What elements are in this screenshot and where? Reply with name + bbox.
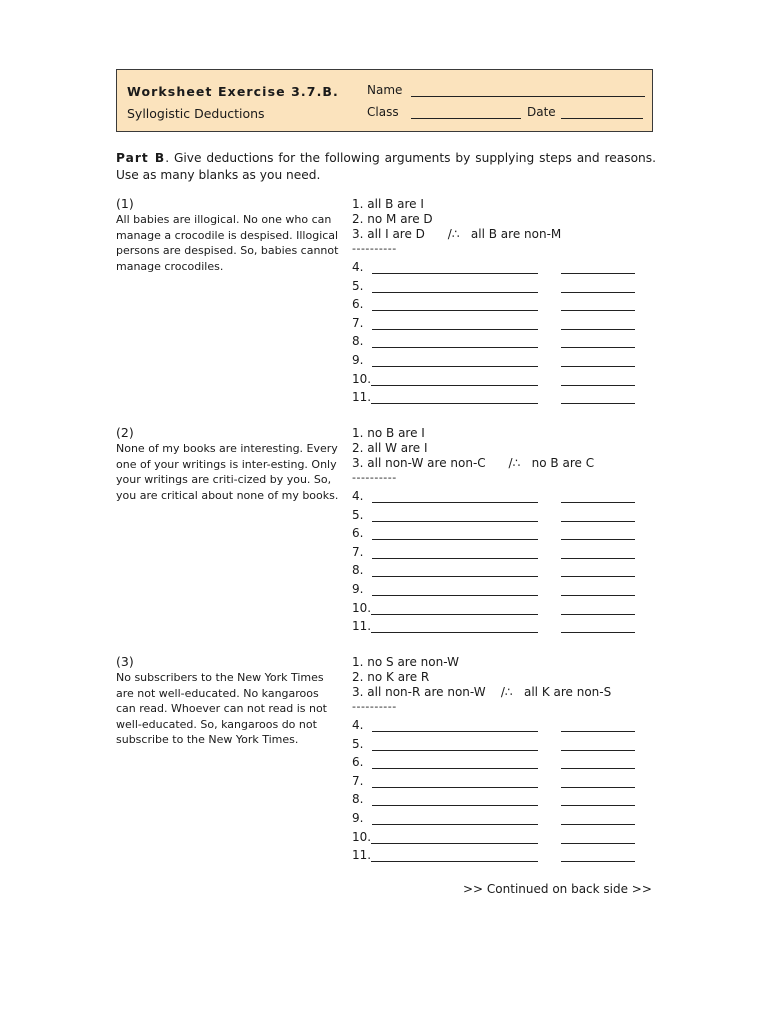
step-statement-blank[interactable]: [372, 539, 538, 540]
step-reason-blank[interactable]: [561, 521, 635, 522]
step-reason-blank[interactable]: [561, 614, 635, 615]
step-number: 10.: [352, 372, 372, 386]
premise-1: 1. all B are I: [352, 197, 424, 211]
step-statement-blank[interactable]: [372, 310, 538, 311]
step-number: 4.: [352, 260, 364, 274]
step-number: 6.: [352, 755, 364, 769]
step-reason-blank[interactable]: [561, 632, 635, 633]
exercise-number: (1): [116, 196, 134, 211]
step-reason-blank[interactable]: [561, 861, 635, 862]
step-number: 8.: [352, 792, 364, 806]
step-reason-blank[interactable]: [561, 347, 635, 348]
step-statement-blank[interactable]: [372, 750, 538, 751]
step-statement-blank[interactable]: [371, 403, 538, 404]
step-statement-blank[interactable]: [372, 787, 538, 788]
exercise-number: (3): [116, 654, 134, 669]
step-reason-blank[interactable]: [561, 576, 635, 577]
instructions: [116, 150, 656, 184]
step-statement-blank[interactable]: [372, 292, 538, 293]
premise-2: 2. no K are R: [352, 670, 430, 684]
exercise-text: None of my books are interesting. Every one of your writings is inter-esting. Only your writings are criti-cized by you. So, you are critical about none of my books.: [116, 442, 339, 502]
step-statement-blank[interactable]: [372, 558, 538, 559]
premise-divider: ----------: [352, 700, 397, 713]
premise-2: 2. no M are D: [352, 212, 433, 226]
step-reason-blank[interactable]: [561, 366, 635, 367]
step-number: 7.: [352, 774, 364, 788]
step-reason-blank[interactable]: [561, 768, 635, 769]
step-number: 10.: [352, 830, 372, 844]
worksheet-subtitle: Syllogistic Deductions: [127, 106, 265, 121]
premise-1: 1. no B are I: [352, 426, 425, 440]
step-number: 9.: [352, 811, 364, 825]
step-number: 5.: [352, 508, 364, 522]
step-statement-blank[interactable]: [372, 366, 538, 367]
step-reason-blank[interactable]: [561, 824, 635, 825]
step-number: 6.: [352, 297, 364, 311]
step-reason-blank[interactable]: [561, 731, 635, 732]
step-number: 6.: [352, 526, 364, 540]
exercise-text: No subscribers to the New York Times are not well-educated. No kangaroos can read. Whoever can not read is not well-educated. So, kangaroos do not subscribe to the New York Times.: [116, 671, 327, 747]
step-reason-blank[interactable]: [561, 750, 635, 751]
step-reason-blank[interactable]: [561, 273, 635, 274]
date-field[interactable]: [561, 118, 643, 119]
step-number: 4.: [352, 489, 364, 503]
premise-3-conclusion: 3. all I are D /∴ all B are non-M: [352, 227, 562, 241]
worksheet-header: [116, 69, 653, 132]
part-label: Part B: [116, 151, 166, 165]
step-number: 11.: [352, 619, 372, 633]
step-reason-blank[interactable]: [561, 787, 635, 788]
class-label: Class: [367, 105, 399, 119]
name-field[interactable]: [411, 96, 645, 97]
step-reason-blank[interactable]: [561, 843, 635, 844]
step-reason-blank[interactable]: [561, 805, 635, 806]
worksheet-title: Worksheet Exercise 3.7.B.: [127, 84, 339, 99]
step-number: 9.: [352, 353, 364, 367]
step-reason-blank[interactable]: [561, 385, 635, 386]
step-reason-blank[interactable]: [561, 310, 635, 311]
step-statement-blank[interactable]: [372, 576, 538, 577]
step-number: 11.: [352, 848, 372, 862]
step-statement-blank[interactable]: [372, 347, 538, 348]
premise-divider: ----------: [352, 242, 397, 255]
premise-2: 2. all W are I: [352, 441, 428, 455]
exercise-text: All babies are illogical. No one who can manage a crocodile is despised. Illogical persons are despised. So, babies cannot manage crocodiles.: [116, 213, 339, 273]
name-label: Name: [367, 83, 403, 97]
continued-note: >> Continued on back side >>: [463, 882, 652, 896]
step-statement-blank[interactable]: [372, 768, 538, 769]
premise-1: 1. no S are non-W: [352, 655, 459, 669]
step-statement-blank[interactable]: [372, 595, 538, 596]
step-statement-blank[interactable]: [371, 632, 538, 633]
step-reason-blank[interactable]: [561, 292, 635, 293]
step-reason-blank[interactable]: [561, 502, 635, 503]
step-number: 5.: [352, 737, 364, 751]
step-reason-blank[interactable]: [561, 558, 635, 559]
step-statement-blank[interactable]: [372, 502, 538, 503]
step-statement-blank[interactable]: [371, 843, 538, 844]
date-label: Date: [527, 105, 556, 119]
step-number: 7.: [352, 316, 364, 330]
step-number: 8.: [352, 563, 364, 577]
instructions-text: . Give deductions for the following arguments by supplying steps and reasons. Use as many blanks as you need.: [116, 151, 656, 182]
premise-3-conclusion: 3. all non-R are non-W /∴ all K are non-S: [352, 685, 612, 699]
step-statement-blank[interactable]: [372, 329, 538, 330]
step-reason-blank[interactable]: [561, 539, 635, 540]
step-reason-blank[interactable]: [561, 595, 635, 596]
step-statement-blank[interactable]: [371, 861, 538, 862]
class-field[interactable]: [411, 118, 521, 119]
step-statement-blank[interactable]: [372, 805, 538, 806]
step-statement-blank[interactable]: [372, 731, 538, 732]
step-statement-blank[interactable]: [372, 273, 538, 274]
step-statement-blank[interactable]: [372, 824, 538, 825]
step-number: 8.: [352, 334, 364, 348]
step-number: 7.: [352, 545, 364, 559]
step-number: 11.: [352, 390, 372, 404]
step-reason-blank[interactable]: [561, 403, 635, 404]
step-statement-blank[interactable]: [371, 385, 538, 386]
step-number: 9.: [352, 582, 364, 596]
step-number: 4.: [352, 718, 364, 732]
step-reason-blank[interactable]: [561, 329, 635, 330]
step-statement-blank[interactable]: [372, 521, 538, 522]
step-number: 10.: [352, 601, 372, 615]
step-number: 5.: [352, 279, 364, 293]
step-statement-blank[interactable]: [371, 614, 538, 615]
premise-divider: ----------: [352, 471, 397, 484]
exercise-number: (2): [116, 425, 134, 440]
premise-3-conclusion: 3. all non-W are non-C /∴ no B are C: [352, 456, 595, 470]
